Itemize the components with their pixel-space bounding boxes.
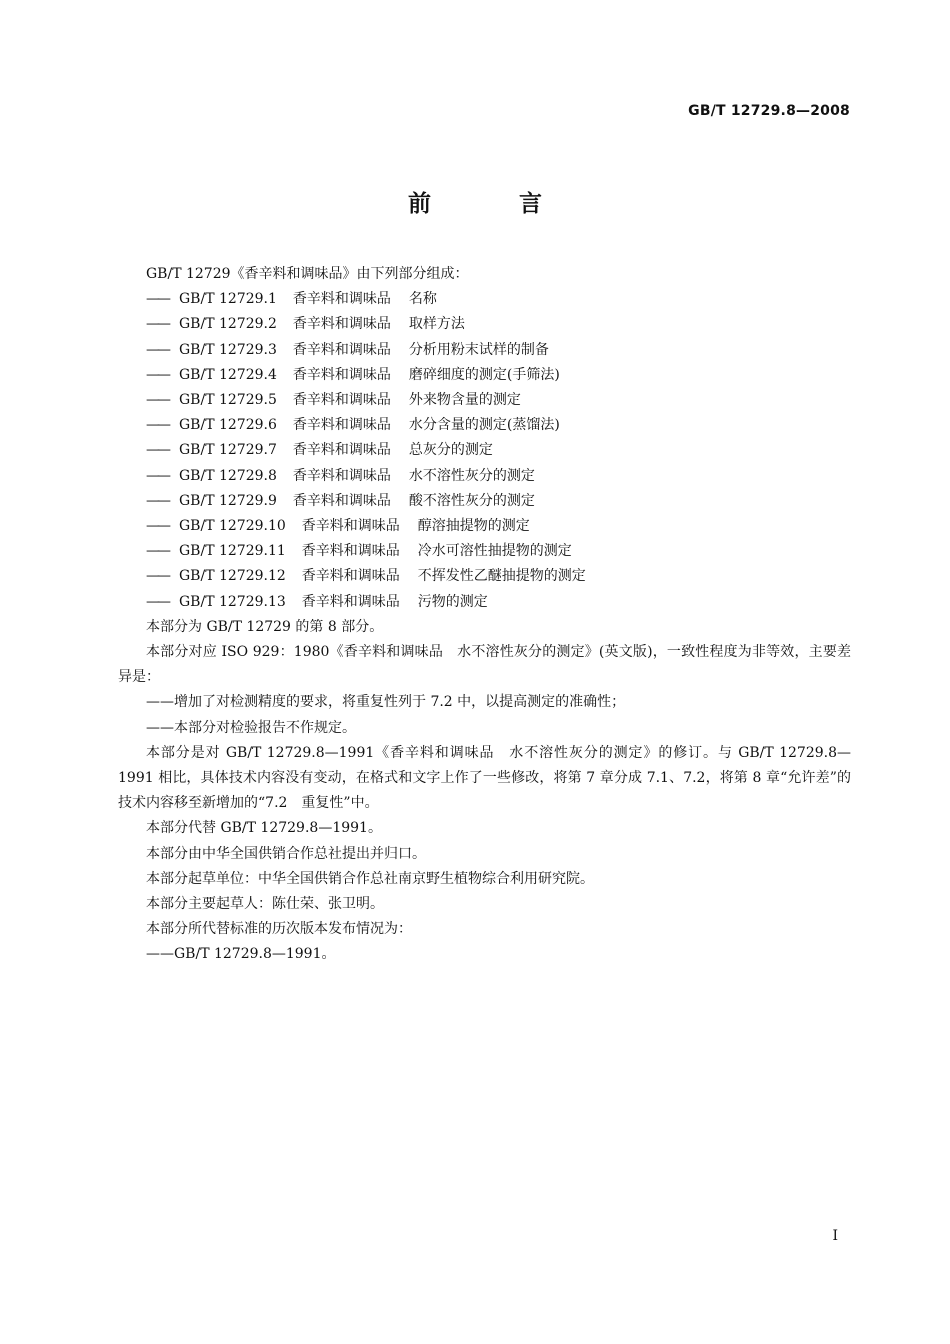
part-title: 醇溶抽提物的测定 <box>417 518 530 535</box>
difference-item-1: ——增加了对检测精度的要求，将重复性列于 7.2 中，以提高测定的准确性； <box>146 694 626 711</box>
part-list-item <box>118 338 851 363</box>
part-number: GB/T 12729.3 <box>179 341 277 358</box>
difference-item-2: ——本部分对检验报告不作规定。 <box>146 719 356 736</box>
part-list-item <box>118 539 851 564</box>
part-dash: —— <box>146 492 168 509</box>
part-dash: —— <box>146 467 168 484</box>
part-list-item <box>118 363 851 388</box>
parts-list <box>118 287 851 615</box>
part-list-item <box>118 514 851 539</box>
part-series-title: 香辛料和调味品 <box>301 518 400 535</box>
part-title: 污物的测定 <box>417 593 488 610</box>
part-number: GB/T 12729.6 <box>179 417 277 434</box>
part-list-item <box>118 464 851 489</box>
part-title: 酸不溶性灰分的测定 <box>408 492 535 509</box>
part-number: GB/T 12729.13 <box>179 593 286 610</box>
part-number: GB/T 12729.12 <box>179 568 286 585</box>
part-title: 水不溶性灰分的测定 <box>408 467 535 484</box>
part-series-title: 香辛料和调味品 <box>292 467 391 484</box>
part-dash: —— <box>146 417 168 434</box>
part-list-item <box>118 413 851 438</box>
part-dash: —— <box>146 316 168 333</box>
part-title: 不挥发性乙醚抽提物的测定 <box>417 568 586 585</box>
part-dash: —— <box>146 442 168 459</box>
part-series-title: 香辛料和调味品 <box>301 568 400 585</box>
part-dash: —— <box>146 593 168 610</box>
paragraph-drafters: 本部分主要起草人：陈仕荣、张卫明。 <box>146 896 384 913</box>
paragraph-history-item: ——GB/T 12729.8—1991。 <box>146 946 336 963</box>
paragraph-replaces: 本部分代替 GB/T 12729.8—1991。 <box>146 820 382 837</box>
part-number: GB/T 12729.2 <box>179 316 277 333</box>
part-dash: —— <box>146 291 168 308</box>
part-series-title: 香辛料和调味品 <box>292 417 391 434</box>
part-number: GB/T 12729.4 <box>179 366 277 383</box>
part-title: 冷水可溶性抽提物的测定 <box>417 543 572 560</box>
part-series-title: 香辛料和调味品 <box>292 392 391 409</box>
part-title: 名称 <box>408 291 437 308</box>
page-title: 前 言 <box>407 191 582 217</box>
page-number: I <box>832 1228 838 1244</box>
part-title: 分析用粉末试样的制备 <box>408 341 549 358</box>
part-series-title: 香辛料和调味品 <box>292 442 391 459</box>
part-list-item <box>118 438 851 463</box>
part-title: 水分含量的测定(蒸馏法) <box>408 417 560 434</box>
part-number: GB/T 12729.10 <box>179 518 286 535</box>
part-list-item <box>118 489 851 514</box>
part-title: 总灰分的测定 <box>408 442 493 459</box>
part-series-title: 香辛料和调味品 <box>301 593 400 610</box>
part-series-title: 香辛料和调味品 <box>301 543 400 560</box>
part-dash: —— <box>146 543 168 560</box>
part-dash: —— <box>146 341 168 358</box>
part-list-item <box>118 564 851 589</box>
part-series-title: 香辛料和调味品 <box>292 316 391 333</box>
part-number: GB/T 12729.8 <box>179 467 277 484</box>
part-series-title: 香辛料和调味品 <box>292 366 391 383</box>
paragraph-iso-correspondence: 本部分对应 ISO 929：1980《香辛料和调味品 水不溶性灰分的测定》(英文版)，一致性程度为非等效，主要差异是： <box>118 644 851 686</box>
part-title: 磨碎细度的测定(手筛法) <box>408 366 560 383</box>
part-dash: —— <box>146 518 168 535</box>
part-series-title: 香辛料和调味品 <box>292 341 391 358</box>
part-dash: —— <box>146 366 168 383</box>
part-number: GB/T 12729.5 <box>179 392 277 409</box>
part-list-item <box>118 312 851 337</box>
part-list-item <box>118 388 851 413</box>
intro-paragraph: GB/T 12729《香辛料和调味品》由下列部分组成： <box>146 266 469 282</box>
part-number: GB/T 12729.1 <box>179 291 277 308</box>
document-body <box>118 262 851 968</box>
part-number: GB/T 12729.9 <box>179 492 277 509</box>
part-number: GB/T 12729.7 <box>179 442 277 459</box>
part-series-title: 香辛料和调味品 <box>292 291 391 308</box>
paragraph-revision: 本部分是对 GB/T 12729.8—1991《香辛料和调味品 水不溶性灰分的测定》的修订。与 GB/T 12729.8—1991 相比，具体技术内容没有变动，在格式和文字上作了一些修改，将第 7 章分成 7.1、7.2，将第 8 章“允许差”的技术内容移至新增加的“7.2 重复性”中。 <box>118 744 851 812</box>
standard-number: GB/T 12729.8—2008 <box>688 103 850 119</box>
paragraph-proposer: 本部分由中华全国供销合作总社提出并归口。 <box>146 845 426 862</box>
part-series-title: 香辛料和调味品 <box>292 492 391 509</box>
part-list-item <box>118 590 851 615</box>
paragraph-history-intro: 本部分所代替标准的历次版本发布情况为： <box>146 921 412 938</box>
part-dash: —— <box>146 392 168 409</box>
part-list-item <box>118 287 851 312</box>
part-title: 取样方法 <box>408 316 465 333</box>
paragraph-drafting-unit: 本部分起草单位：中华全国供销合作总社南京野生植物综合利用研究院。 <box>146 870 594 887</box>
paragraph-part-number: 本部分为 GB/T 12729 的第 8 部分。 <box>146 618 384 635</box>
part-number: GB/T 12729.11 <box>179 543 286 560</box>
part-dash: —— <box>146 568 168 585</box>
part-title: 外来物含量的测定 <box>408 392 521 409</box>
